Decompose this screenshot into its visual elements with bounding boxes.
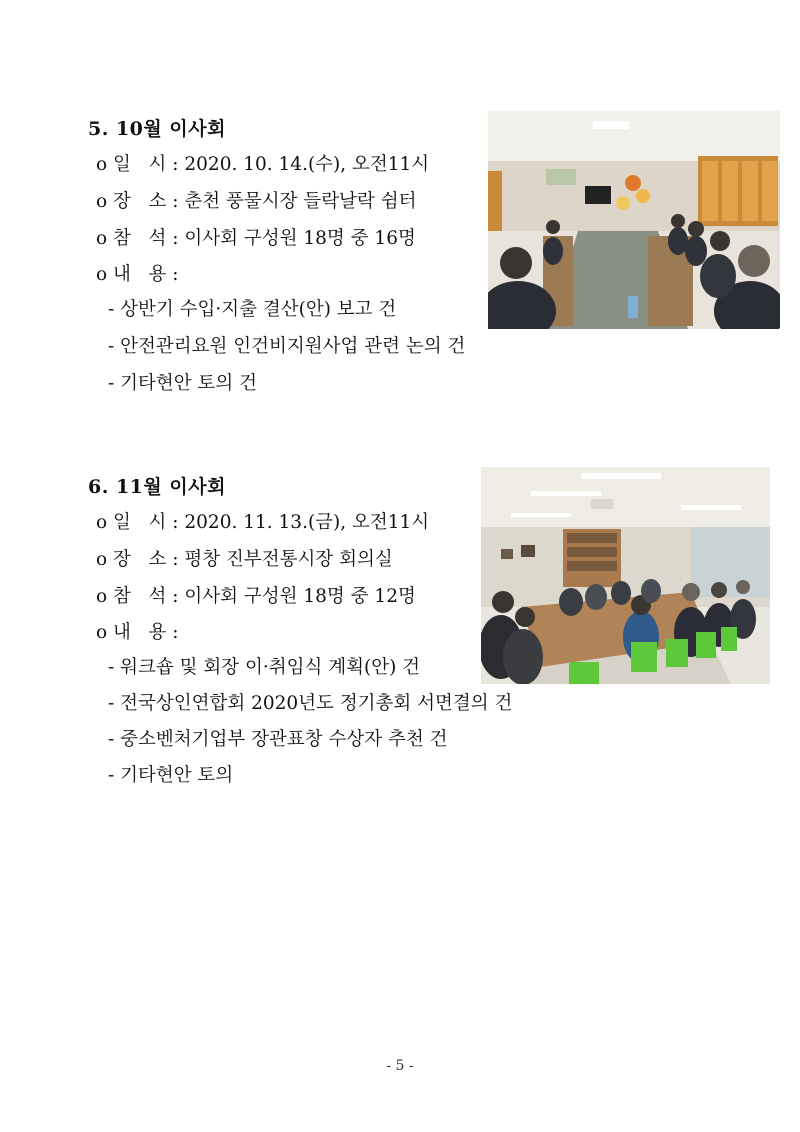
meeting-photo-november: [481, 467, 770, 684]
section-title: 6. 11월 이사회: [88, 476, 226, 498]
agenda-item: - 전국상인연합회 2020년도 정기총회 서면결의 건: [108, 693, 513, 714]
meeting-place: o 장 소 : 평창 진부전통시장 회의실: [96, 549, 393, 570]
meeting-content-label: o 내 용 :: [96, 622, 179, 643]
agenda-item: - 상반기 수입·지출 결산(안) 보고 건: [108, 299, 397, 320]
meeting-photo-october: [488, 111, 780, 329]
agenda-item: - 워크숍 및 회장 이·취임식 계획(안) 건: [108, 657, 421, 678]
meeting-attendance: o 참 석 : 이사회 구성원 18명 중 12명: [96, 586, 416, 607]
meeting-date: o 일 시 : 2020. 11. 13.(금), 오전11시: [96, 512, 430, 533]
agenda-item: - 기타현안 토의: [108, 765, 234, 786]
meeting-attendance: o 참 석 : 이사회 구성원 18명 중 16명: [96, 228, 416, 249]
agenda-item: - 중소벤처기업부 장관표창 수상자 추천 건: [108, 729, 448, 750]
agenda-item: - 안전관리요원 인건비지원사업 관련 논의 건: [108, 336, 466, 357]
meeting-date: o 일 시 : 2020. 10. 14.(수), 오전11시: [96, 154, 430, 175]
meeting-content-label: o 내 용 :: [96, 264, 179, 285]
meeting-place: o 장 소 : 춘천 풍물시장 들락날락 쉼터: [96, 191, 417, 212]
section-title: 5. 10월 이사회: [88, 118, 226, 140]
page-number: - 5 -: [386, 1058, 414, 1074]
agenda-item: - 기타현안 토의 건: [108, 373, 257, 394]
